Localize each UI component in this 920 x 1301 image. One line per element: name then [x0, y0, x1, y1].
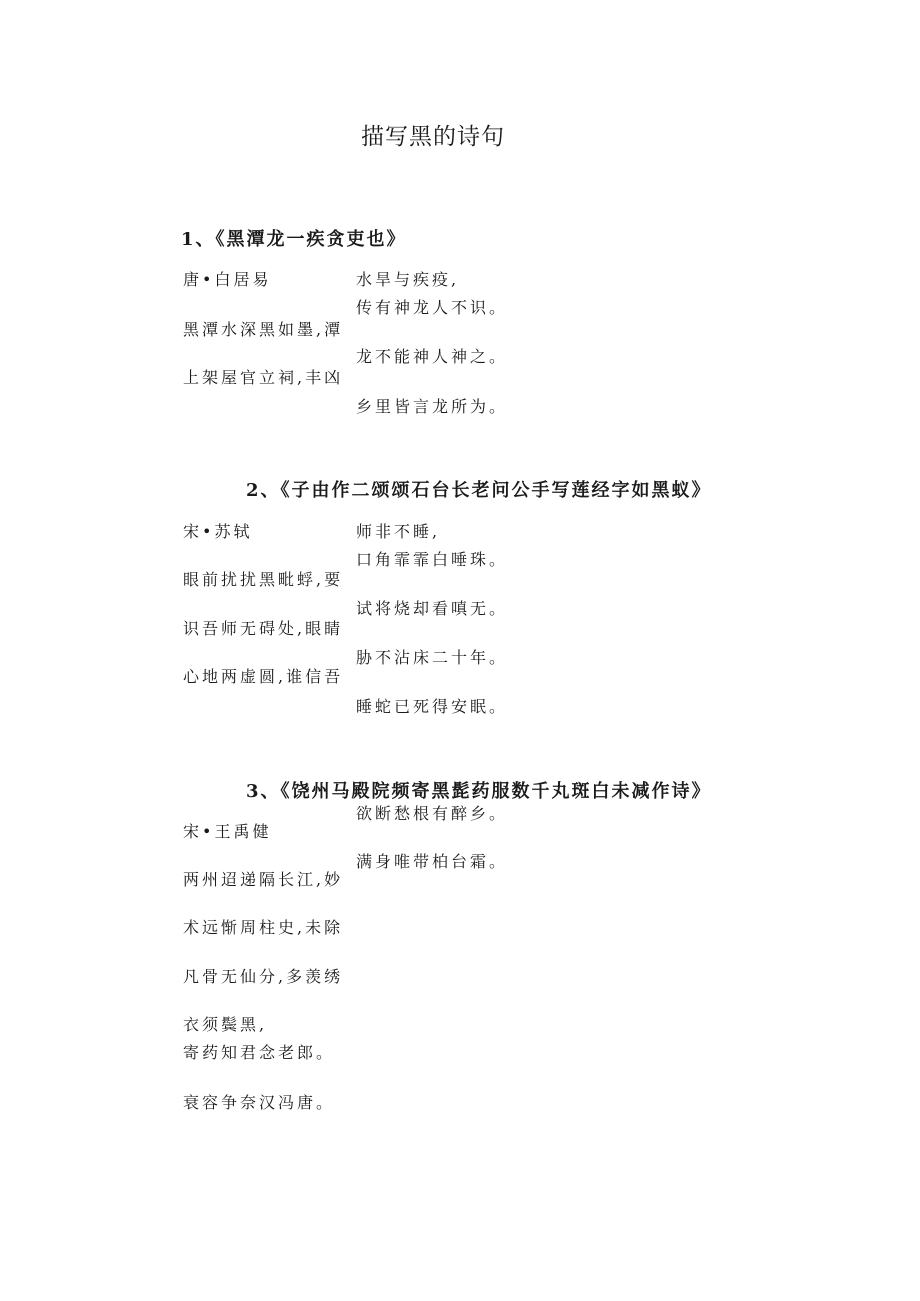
poem-2-right-line-2: 口角霏霏白唾珠。 — [356, 550, 509, 569]
poem-2-left-line-4: 心地两虚圆,谁信吾 — [183, 667, 344, 686]
poem-3-right-line-2: 满身唯带柏台霜。 — [356, 852, 509, 871]
poem-2-right-line-3: 试将烧却看嗔无。 — [356, 599, 509, 618]
poem-2-left-line-1: 宋•苏轼 — [183, 522, 253, 541]
poem-3-left-line-5: 衣须鬓黑, — [183, 1015, 268, 1034]
poem-3-left-line-1: 宋•王禹健 — [183, 822, 272, 841]
poem-1-right-line-1: 水旱与疾疫, — [356, 270, 460, 289]
poem-2-right-line-5: 睡蛇已死得安眠。 — [356, 697, 509, 716]
poem-3-right-line-1: 欲断愁根有醉乡。 — [356, 804, 509, 823]
poem-1-right-line-3: 龙不能神人神之。 — [356, 347, 509, 366]
poem-2-left-line-3: 识吾师无碍处,眼睛 — [183, 619, 344, 638]
page-title: 描写黑的诗句 — [361, 124, 505, 150]
poem-1-left-line-1: 唐•白居易 — [183, 270, 272, 289]
poem-2-heading: 2、《子由作二颂颂石台长老问公手写莲经字如黑蚁》 — [246, 480, 712, 501]
poem-1-right-line-4: 乡里皆言龙所为。 — [356, 397, 509, 416]
poem-3-left-line-4: 凡骨无仙分,多羡绣 — [183, 967, 344, 986]
poem-3-left-line-3: 术远惭周柱史,未除 — [183, 918, 344, 937]
poem-1-left-line-3: 上架屋官立祠,丰凶 — [183, 368, 344, 387]
poem-3-left-line-6: 寄药知君念老郎。 — [183, 1043, 336, 1062]
poem-1-right-line-2: 传有神龙人不识。 — [356, 298, 509, 317]
poem-1-heading: 1、《黑潭龙一疾贪吏也》 — [181, 229, 407, 250]
poem-3-left-line-7: 衰容争奈汉冯唐。 — [183, 1093, 336, 1112]
poem-3-heading: 3、《饶州马殿院频寄黑髭药服数千丸斑白未减作诗》 — [246, 781, 712, 802]
poem-3-left-line-2: 两州迢递隔长江,妙 — [183, 870, 344, 889]
poem-1-left-line-2: 黑潭水深黑如墨,潭 — [183, 320, 344, 339]
poem-2-left-line-2: 眼前扰扰黑毗蜉,要 — [183, 570, 344, 589]
poem-2-right-line-1: 师非不睡, — [356, 522, 441, 541]
poem-2-right-line-4: 胁不沾床二十年。 — [356, 648, 509, 667]
